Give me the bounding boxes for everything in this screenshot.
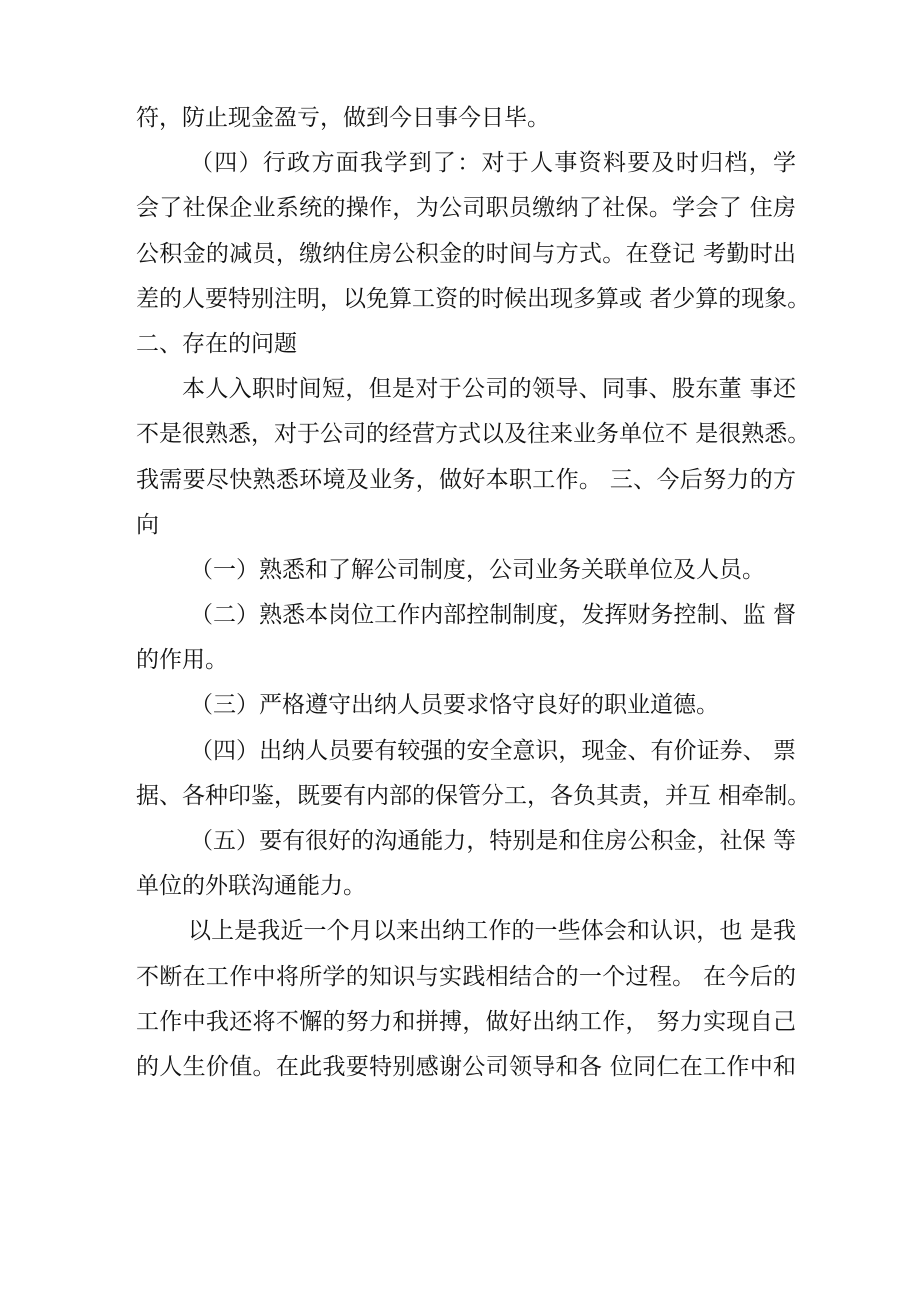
text-line: （三）严格遵守出纳人员要求恪守良好的职业道德。 (190, 692, 719, 719)
text-line: 以上是我近一个月以来出纳工作的一些体会和认识，也 是我 (188, 918, 796, 945)
text-line: 据、各种印鉴，既要有内部的保管分工，各负其责，并互 相牵制。 (136, 782, 811, 809)
text-line: 差的人要特别注明，以免算工资的时候出现多算或 者少算的现象。 (136, 285, 811, 312)
text-line: （二）熟悉本岗位工作内部控制制度，发挥财务控制、监 督 (190, 602, 796, 629)
text-line: （四）出纳人员要有较强的安全意识，现金、有价证券、 票 (190, 737, 796, 764)
text-line: 会了社保企业系统的操作，为公司职员缴纳了社保。学会了 住房 (136, 195, 796, 222)
document-page (136, 104, 811, 1098)
text-line: 本人入职时间短，但是对于公司的领导、同事、股东董 事还 (182, 376, 796, 403)
text-line: 单位的外联沟通能力。 (136, 873, 366, 900)
text-line: 工作中我还将不懈的努力和拼搏，做好出纳工作， 努力实现自己 (136, 1008, 796, 1035)
text-line: （一）熟悉和了解公司制度，公司业务关联单位及人员。 (190, 556, 765, 583)
text-line: 公积金的减员，缴纳住房公积金的时间与方式。在登记 考勤时出 (136, 240, 796, 267)
text-line: 的作用。 (136, 647, 228, 674)
text-line: 的人生价值。在此我要特别感谢公司领导和各 位同仁在工作中和 (136, 1053, 796, 1080)
text-line: （五）要有很好的沟通能力，特别是和住房公积金，社保 等 (190, 828, 796, 854)
text-line: 符，防止现金盈亏，做到今日事今日毕。 (136, 105, 550, 131)
text-line: （四）行政方面我学到了：对于人事资料要及时归档，学 (190, 150, 796, 177)
text-line: 向 (136, 511, 159, 538)
text-line: 不断在工作中将所学的知识与实践相结合的一个过程。 在今后的 (136, 963, 796, 990)
text-line: 不是很熟悉，对于公司的经营方式以及往来业务单位不 是很熟悉。 (136, 421, 811, 448)
section-heading: 二、存在的问题 (136, 330, 297, 357)
text-line: 我需要尽快熟悉环境及业务，做好本职工作。 三、今后努力的方 (136, 466, 796, 493)
